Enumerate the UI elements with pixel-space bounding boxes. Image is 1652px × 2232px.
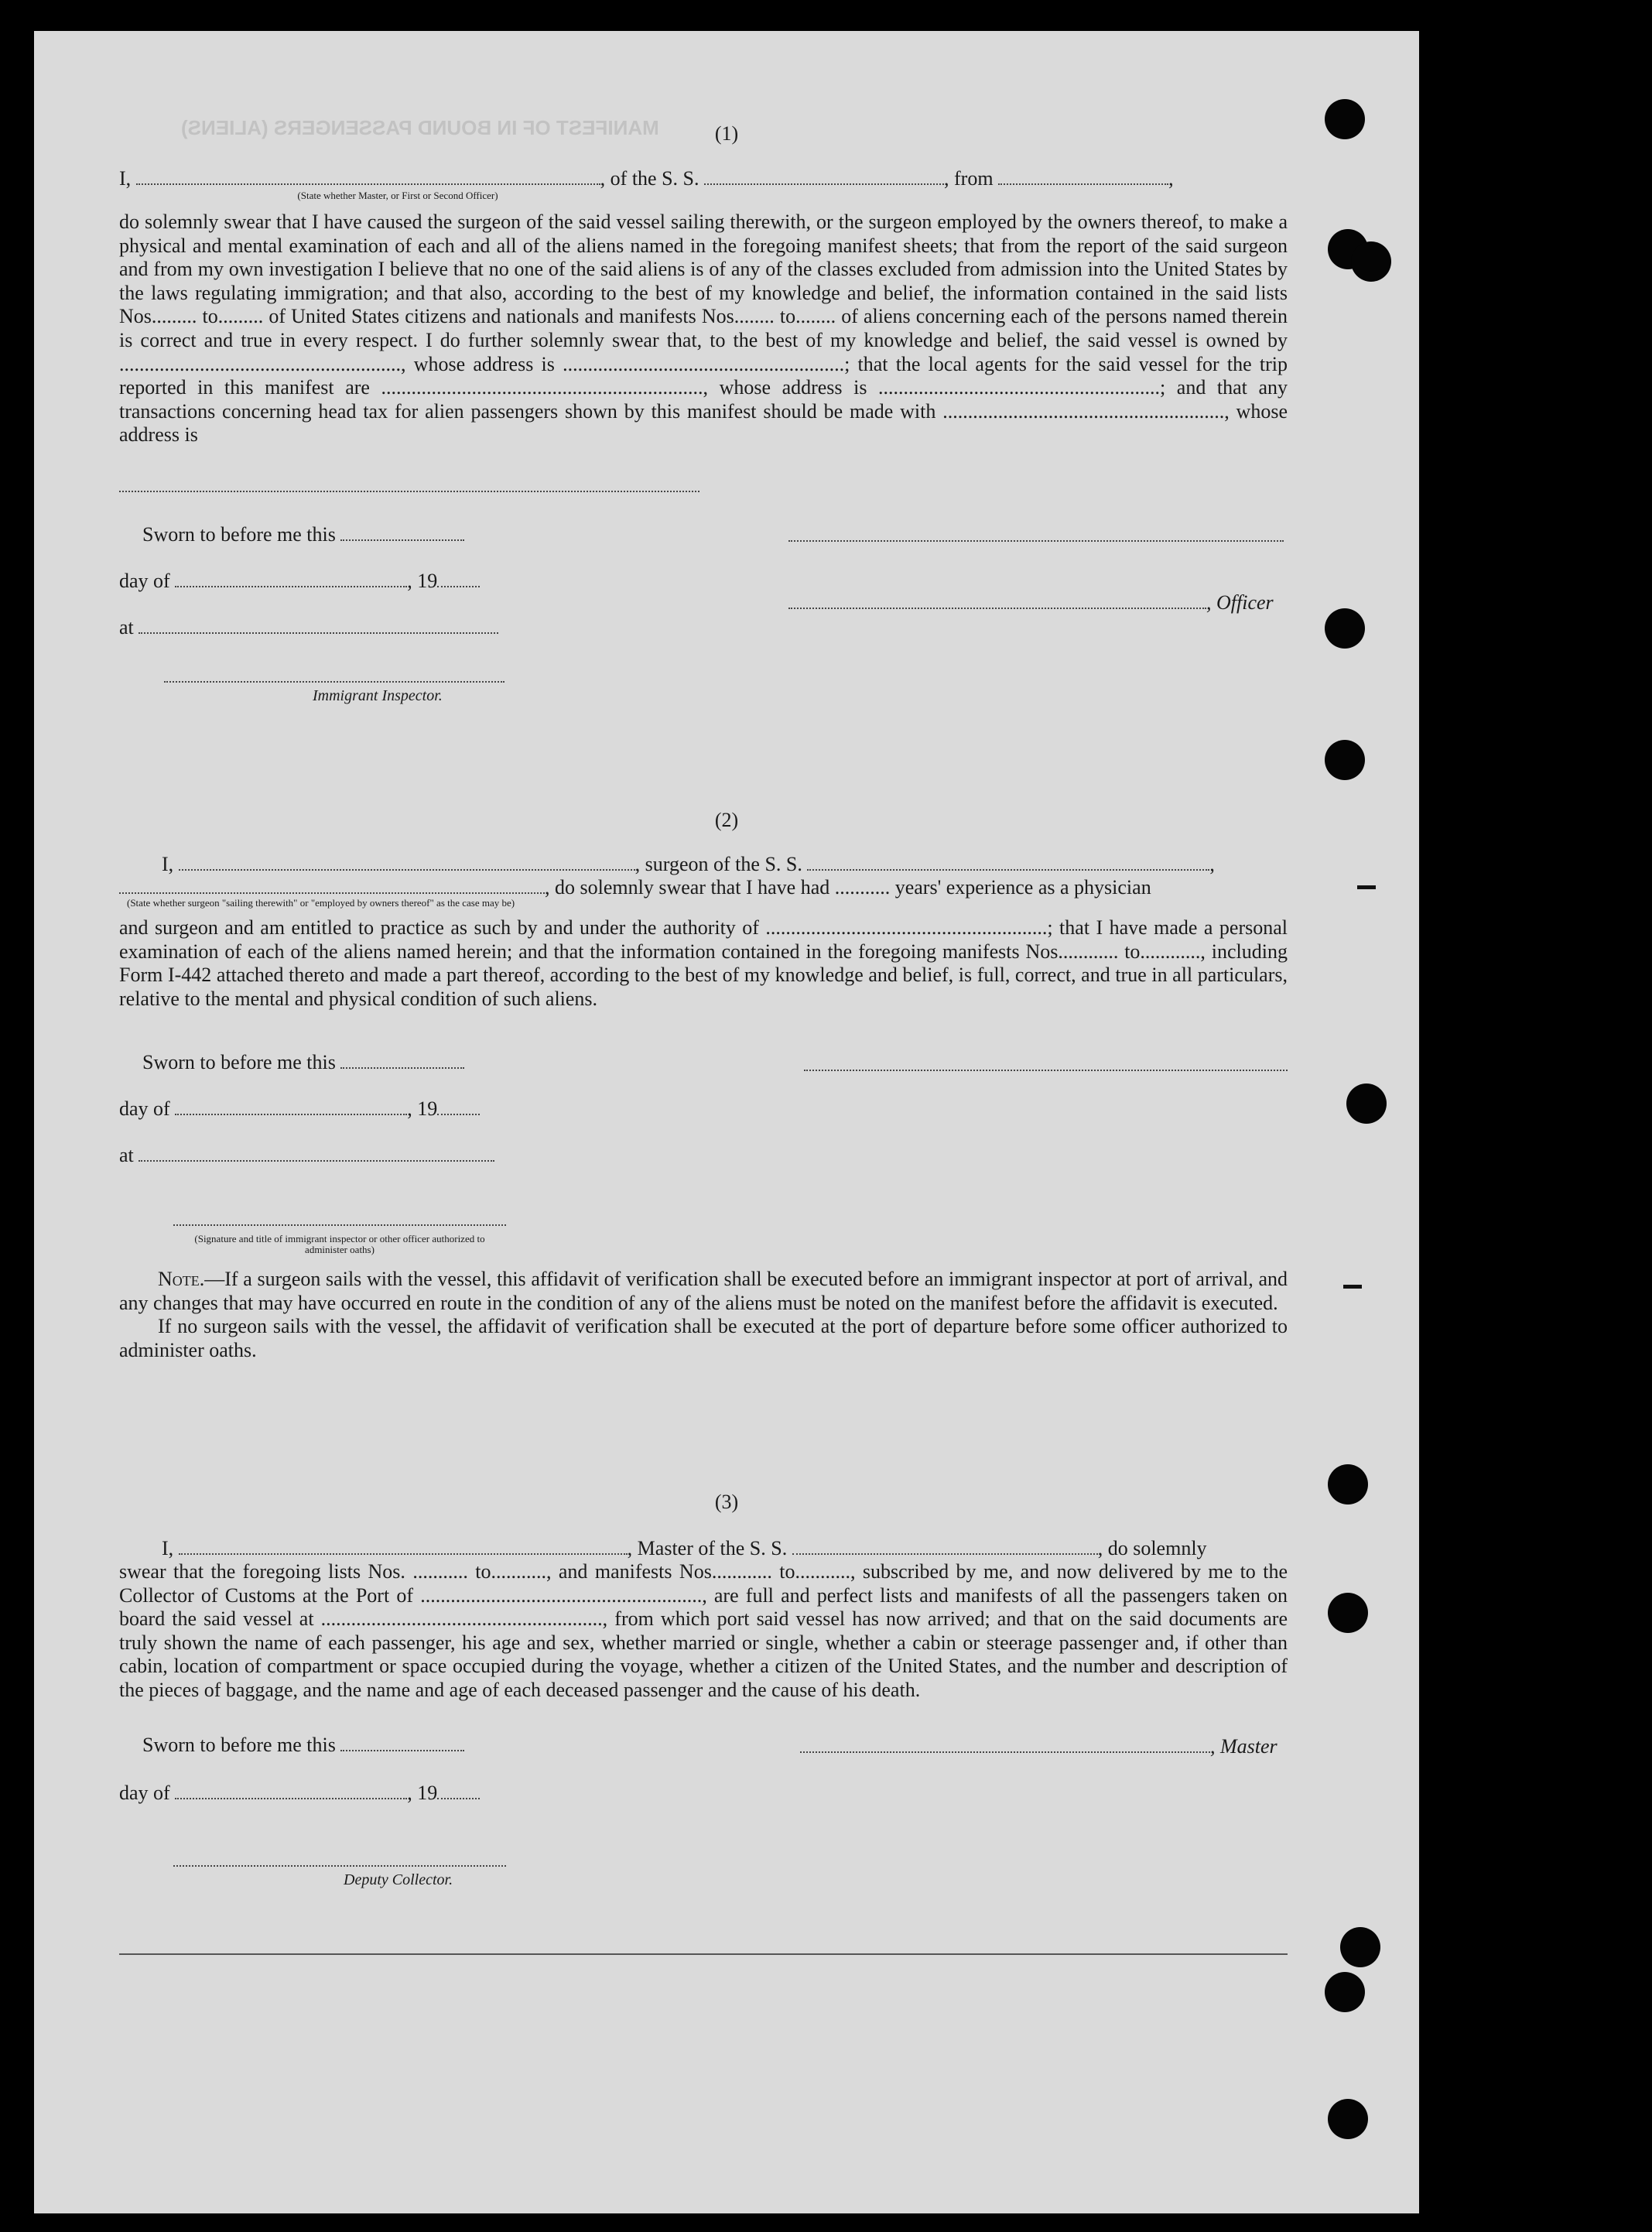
section-2-paragraph: [119, 916, 1288, 1011]
punch-hole: [1328, 2099, 1368, 2139]
oath-i: I,: [162, 1537, 174, 1559]
head-tax-address-field[interactable]: [119, 489, 699, 492]
inspector-caption: Immigrant Inspector.: [313, 687, 443, 704]
section-2-oath-line-2: [119, 876, 1151, 899]
sworn-label: Sworn to before me this: [142, 1734, 336, 1756]
section-2-oath-line: [162, 853, 1215, 876]
signature-title-note: (Signature and title of immigrant inspector or other officer authorized to administer oaths): [194, 1233, 485, 1255]
officer-name-field[interactable]: [136, 169, 600, 185]
year-label: , 19: [407, 1782, 438, 1804]
master-name-field[interactable]: [179, 1539, 628, 1555]
year-label: , 19: [407, 570, 438, 592]
punch-hole: [1346, 1083, 1387, 1124]
punch-hole: [1340, 1927, 1380, 1967]
day-of-label: day of: [119, 1782, 170, 1804]
surgeon-signature-line[interactable]: [804, 1068, 1288, 1071]
surgeon-of-ss-label: , surgeon of the S. S.: [634, 853, 802, 875]
comma: ,: [1168, 167, 1174, 190]
oath-i: I,: [119, 167, 132, 190]
sworn-label: Sworn to before me this: [142, 1051, 336, 1073]
from-port-field[interactable]: [998, 169, 1168, 185]
note-text: —If a surgeon sails with the vessel, this affidavit of verification shall be executed before an immigrant inspector at port of arrival, and any changes that may have occurred en route in the condition of any of the aliens must be noted on the manifest before the affidavit is executed.: [119, 1268, 1288, 1314]
sworn-line-3: [142, 1734, 464, 1757]
at-place-field[interactable]: [139, 618, 498, 634]
bottom-rule: [119, 1953, 1288, 1955]
document-page: [34, 31, 1419, 2213]
section-3-oath-line: [162, 1537, 1207, 1560]
day-of-line-2: [119, 1097, 480, 1121]
master-signature-line: [800, 1735, 1277, 1758]
oath-i: I,: [162, 853, 174, 875]
sworn-date-field[interactable]: [340, 1053, 464, 1069]
section-3-paragraph: [119, 1560, 1288, 1703]
sworn-line-1: [142, 523, 464, 546]
month-field[interactable]: [175, 1784, 407, 1799]
officer-note: (State whether Master, or First or Second Officer): [297, 190, 498, 201]
at-label: at: [119, 1144, 134, 1166]
comma: ,: [1209, 853, 1215, 875]
punch-hole: [1328, 1464, 1368, 1505]
at-line-2: [119, 1144, 494, 1167]
month-field[interactable]: [175, 572, 407, 587]
sworn-line-2: [142, 1051, 464, 1074]
year-field[interactable]: [437, 572, 480, 587]
inspector-signature-line[interactable]: [164, 680, 504, 683]
surgeon-note: (State whether surgeon "sailing therewith" or "employed by owners thereof" as the case may be): [127, 897, 515, 909]
day-of-label: day of: [119, 1097, 170, 1120]
officer-label: , Officer: [1206, 591, 1274, 614]
at-line-1: [119, 616, 498, 639]
deputy-signature-line[interactable]: [173, 1864, 506, 1867]
section-1-oath-line: [119, 167, 1174, 190]
punch-hole: [1325, 740, 1365, 780]
sworn-date-field[interactable]: [340, 1736, 464, 1751]
section-3-number: (3): [714, 1491, 739, 1513]
day-of-label: day of: [119, 570, 170, 592]
of-ss-label: , of the S. S.: [600, 167, 699, 190]
from-label: , from: [944, 167, 994, 190]
deputy-caption: Deputy Collector.: [344, 1871, 453, 1888]
section-2-text: and surgeon and am entitled to practice as such by and under the authority of ........................................................; that I have made a personal examination of each of the aliens named herein; and that the information contained in the foregoing manifests Nos............ to............, including Form I-442 attached thereto and made a part thereof, according to the best of my knowledge and belief, is full, correct, and true in all particulars, relative to the mental and physical condition of such aliens.: [119, 916, 1288, 1010]
officer-line: [788, 591, 1274, 614]
section-1-text: do solemnly swear that I have caused the surgeon of the said vessel sailing therewith, or the surgeon employed by the owners thereof, to make a physical and mental examination of each and all of the aliens named in the foregoing manifest sheets; that from the report of the said surgeon and from my own investigation I believe that no one of the said aliens is of any of the classes excluded from admission into the United States by the laws regulating immigration; and that also, according to the best of my knowledge and belief, the information contained in the said lists Nos......... to......... of United States citizens and nationals and manifests Nos........ to........ of aliens concerning each of the persons named therein is correct and true in every respect. I do further solemnly swear that, to the best of my knowledge and belief, the said vessel is owned by ........................................................, whose address is ........................................................; that the local agents for the said vessel for the trip reported in this manifest are ................................................................, whose address is ........................................................; and that any transactions concerning head tax for alien passengers shown by this manifest should be made with ........................................................, whose address is: [119, 211, 1288, 447]
master-of-ss-label: , Master of the S. S.: [627, 1537, 788, 1559]
year-label: , 19: [407, 1097, 438, 1120]
vessel-name-field[interactable]: [704, 169, 944, 185]
punch-hole: [1325, 608, 1365, 649]
note-label: Note.: [158, 1268, 205, 1290]
section-1-paragraph: [119, 211, 1288, 447]
punch-hole: [1325, 1972, 1365, 2012]
punch-hole: [1325, 99, 1365, 139]
punch-hole: [1328, 1593, 1368, 1633]
master-sig-field[interactable]: [800, 1737, 1210, 1753]
edge-mark: [1357, 885, 1376, 889]
do-solemnly-label: , do solemnly: [1097, 1537, 1207, 1559]
officer-sig-field[interactable]: [788, 594, 1206, 609]
section-2-number: (2): [714, 809, 739, 831]
edge-mark: [1343, 1285, 1362, 1289]
surgeon-type-field[interactable]: [119, 878, 545, 894]
bleed-through-header: MANIFEST OF IN BOUND PASSENGERS (ALIENS): [181, 116, 659, 139]
vessel-name-field[interactable]: [807, 855, 1209, 871]
day-of-line-1: [119, 570, 480, 593]
experience-text: , do solemnly swear that I have had ........... years' experience as a physician: [545, 876, 1151, 899]
year-field[interactable]: [437, 1100, 480, 1115]
punch-hole: [1351, 241, 1391, 282]
officer-signature-line[interactable]: [788, 539, 1284, 542]
surgeon-name-field[interactable]: [179, 855, 635, 871]
vessel-name-field[interactable]: [792, 1539, 1098, 1555]
master-label: , Master: [1210, 1735, 1277, 1758]
year-field[interactable]: [437, 1784, 480, 1799]
sworn-date-field[interactable]: [340, 525, 464, 541]
inspector-signature-line-2[interactable]: [173, 1223, 506, 1226]
sworn-label: Sworn to before me this: [142, 523, 336, 546]
section-3-text: swear that the foregoing lists Nos. ........... to..........., and manifests Nos............ to..........., subscribed by me, and now delivered by me to the Collector of Customs at the Port of ........................................................, are full and perfect lists and manifests of all the passengers taken on board the said vessel at ........................................................, from which port said vessel has now arrived; and that on the said documents are truly shown the name of each passenger, his age and sex, whether married or single, whether a cabin or steerage passenger and, if other than cabin, location of compartment or space occupied during the voyage, whether a citizen of the United States, and the number and description of the pieces of baggage, and the name and age of each deceased passenger and the cause of his death.: [119, 1560, 1288, 1701]
section-1-number: (1): [714, 122, 739, 145]
at-place-field[interactable]: [139, 1146, 494, 1162]
month-field[interactable]: [175, 1100, 407, 1115]
note-paragraph: [119, 1268, 1288, 1362]
day-of-line-3: [119, 1782, 480, 1805]
note-text-2: If no surgeon sails with the vessel, the affidavit of verification shall be executed at the port of departure before some officer authorized to administer oaths.: [119, 1315, 1288, 1361]
at-label: at: [119, 616, 134, 638]
